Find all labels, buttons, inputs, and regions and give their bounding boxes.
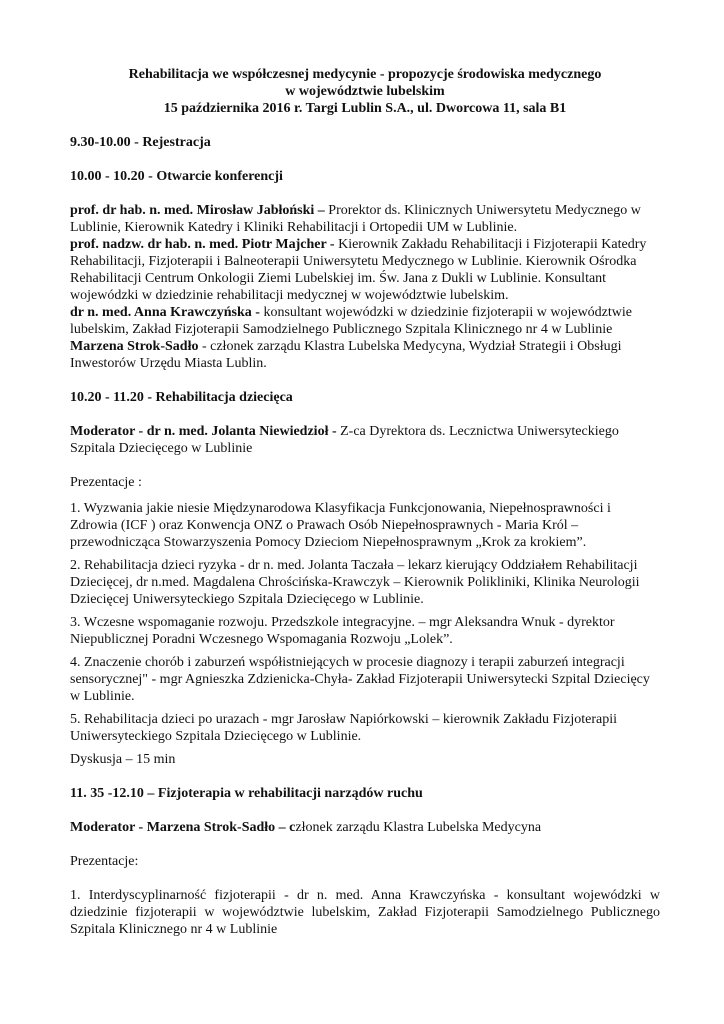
speaker-entry (70, 202, 660, 236)
presentation-item: 2. Rehabilitacja dzieci ryzyka - dr n. med. Jolanta Taczała – lekarz kierujący Oddziałem Rehabilitacji Dziecięcej, dr n.med. Magdalena Chrościńska-Krawczyk – Kierownik Polikliniki, Klinika Neurologii Dziecięcej Uniwersyteckiego Szpitala Dziecięcego w Lublinie. (70, 558, 640, 607)
discussion-note: Dyskusja – 15 min (70, 752, 176, 767)
section-pediatric-title: 10.20 - 11.20 - Rehabilitacja dziecięca (70, 390, 293, 405)
moderator-name: Moderator - Marzena Strok-Sadło – c (70, 820, 296, 835)
header-date-venue: 15 października 2016 r. Targi Lublin S.A., ul. Dworcowa 11, sala B1 (163, 101, 567, 116)
header-title: Rehabilitacja we współczesnej medycynie - propozycje środowiska medycznego (128, 67, 602, 82)
presentation-item: 1. Wyzwania jakie niesie Międzynarodowa Klasyfikacja Funkcjonowania, Niepełnosprawności i Zdrowia (ICF ) oraz Konwencja ONZ o Prawach Osób Niepełnosprawnych - Maria Król – przewodnicząca Stowarzyszenia Pomocy Dzieciom Niepełnosprawnym „Krok za krokiem”. (70, 501, 611, 550)
opening-speakers (70, 202, 660, 372)
section-registration-title: 9.30-10.00 - Rejestracja (70, 135, 211, 150)
speaker-name: prof. nadzw. dr hab. n. med. Piotr Majcher - (70, 237, 335, 252)
speaker-description: konsultant wojewódzki w dziedzinie fizjoterapii w województwie lubelskim, Zakład Fizjoterapii Samodzielnego Publicznego Szpitala Klinicznego nr 4 w Lublinie (70, 305, 632, 337)
speaker-description: Prorektor ds. Klinicznych Uniwersytetu Medycznego w Lublinie, Kierownik Katedry i Kliniki Rehabilitacji i Ortopedii UM w Lublinie. (70, 203, 641, 235)
document-page (70, 66, 660, 938)
physio-presentations-label: Prezentacje: (70, 854, 139, 869)
speaker-entry (70, 236, 660, 304)
section-opening-title: 10.00 - 10.20 - Otwarcie konferencji (70, 169, 283, 184)
pediatric-presentations-label: Prezentacje : (70, 475, 142, 490)
moderator-description: złonek zarządu Klastra Lubelska Medycyna (295, 820, 542, 835)
speaker-description: Kierownik Zakładu Rehabilitacji i Fizjoterapii Katedry Rehabilitacji, Fizjoterapii i Balneoterapii Uniwersytetu Medycznego w Lublinie. Kierownik Ośrodka Rehabilitacji Centrum Onkologii Ziemi Lubelskiej im. Św. Jana z Dukli w Lublinie. Konsultant wojewódzki w dziedzinie rehabilitacji medycznej w województwie lubelskim. (70, 237, 647, 303)
moderator-name: Moderator - dr n. med. Jolanta Niewiedzioł - (70, 424, 337, 439)
speaker-name: prof. dr hab. n. med. Mirosław Jabłoński – (70, 203, 325, 218)
speaker-name: dr n. med. Anna Krawczyńska - (70, 305, 260, 320)
header-region: w województwie lubelskim (285, 84, 445, 99)
speaker-name: Marzena Strok-Sadło (70, 339, 199, 354)
document-header (70, 66, 660, 117)
section-physio-title: 11. 35 -12.10 – Fizjoterapia w rehabilitacji narządów ruchu (70, 786, 423, 801)
pediatric-moderator (70, 423, 660, 457)
presentation-item: 1. Interdyscyplinarność fizjoterapii - dr n. med. Anna Krawczyńska - konsultant wojewódzki w dziedzinie fizjoterapii w województwie lubelskim, Zakład Fizjoterapii Samodzielnego Publicznego Szpitala Klinicznego nr 4 w Lublinie (70, 888, 660, 937)
physio-moderator (70, 819, 660, 836)
presentation-item: 4. Znaczenie chorób i zaburzeń współistniejących w procesie diagnozy i terapii zaburzeń integracji sensorycznej" - mgr Agnieszka Zdzienicka-Chyła- Zakład Fizjoterapii Uniwersytecki Szpital Dziecięcy w Lublinie. (70, 655, 650, 704)
speaker-description: - członek zarządu Klastra Lubelska Medycyna, Wydział Strategii i Obsługi Inwestorów Urzędu Miasta Lublin. (70, 339, 622, 371)
presentation-item: 3. Wczesne wspomaganie rozwoju. Przedszkole integracyjne. – mgr Aleksandra Wnuk - dyrektor Niepublicznej Poradni Wczesnego Wspomagania Rozwoju „Lolek”. (70, 615, 615, 647)
presentation-item: 5. Rehabilitacja dzieci po urazach - mgr Jarosław Napiórkowski – kierownik Zakładu Fizjoterapii Uniwersyteckiego Szpitala Dziecięcego w Lublinie. (70, 712, 617, 744)
speaker-entry (70, 338, 660, 372)
speaker-entry (70, 304, 660, 338)
moderator-description: Z-ca Dyrektora ds. Lecznictwa Uniwersyteckiego Szpitala Dziecięcego w Lublinie (70, 424, 619, 456)
